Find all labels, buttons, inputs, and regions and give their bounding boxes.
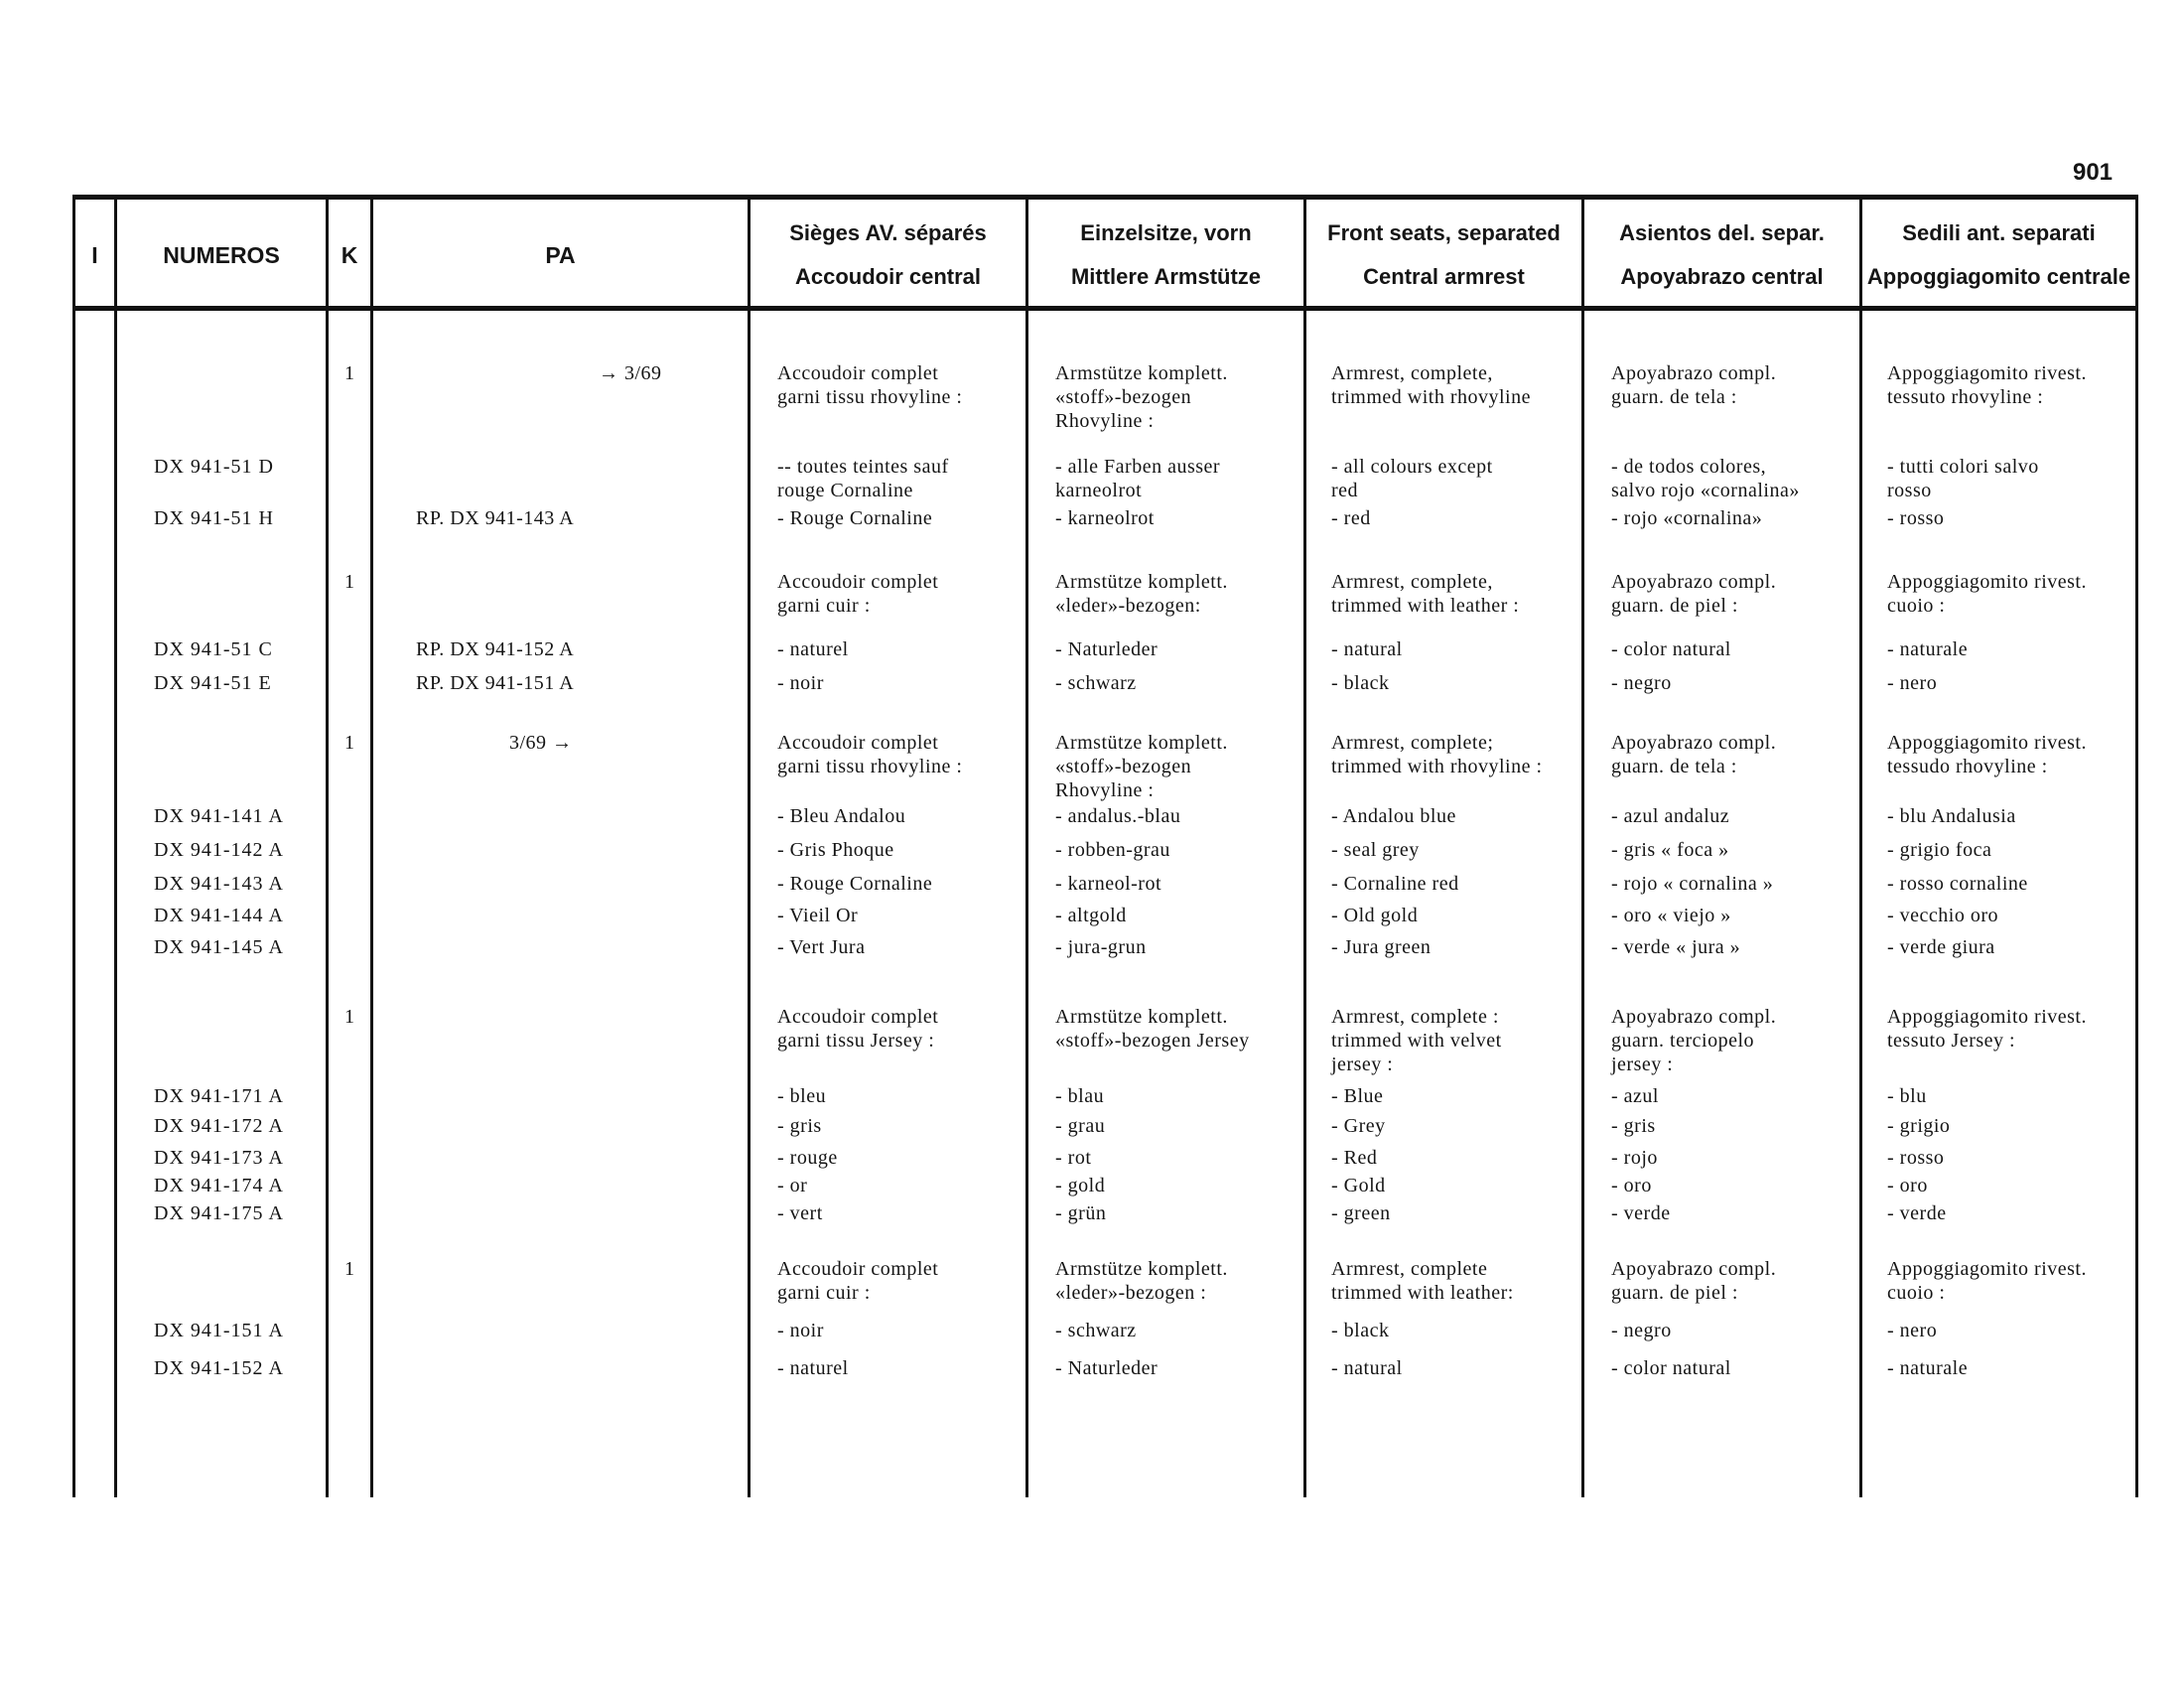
description-it: - verde giura [1887, 936, 1995, 958]
column-rule [1303, 195, 1306, 1497]
column-rule [1581, 195, 1584, 1497]
pa-reference: 3/69 → [509, 732, 573, 754]
description-en: - Red [1331, 1147, 1378, 1169]
description-it: - tutti colori salvo rosso [1887, 456, 2039, 501]
description-fr: - Gris Phoque [777, 839, 894, 861]
quantity-k: 1 [344, 732, 354, 754]
description-de: Armstütze komplett. «stoff»-bezogen Jersey [1055, 1006, 1250, 1052]
part-number: DX 941-51 C [154, 638, 273, 660]
description-en: Armrest, complete; trimmed with rhovyline : [1331, 732, 1543, 777]
description-fr: Accoudoir complet garni tissu Jersey : [777, 1006, 939, 1052]
description-de: Armstütze komplett. «leder»-bezogen : [1055, 1258, 1228, 1304]
description-es: - rojo «cornalina» [1611, 507, 1763, 529]
description-en: Armrest, complete : trimmed with velvet jersey : [1331, 1006, 1502, 1075]
description-es: - azul andaluz [1611, 805, 1730, 827]
description-it: - rosso [1887, 507, 1945, 529]
description-es: - verde [1611, 1202, 1671, 1224]
description-fr: - gris [777, 1115, 822, 1137]
column-rule [326, 195, 329, 1497]
parts-table [72, 195, 2138, 1497]
description-en: - black [1331, 1320, 1390, 1341]
description-de: - andalus.-blau [1055, 805, 1181, 827]
description-fr: - Rouge Cornaline [777, 873, 933, 895]
table-header-rule [72, 306, 2138, 311]
description-fr: -- toutes teintes sauf rouge Cornaline [777, 456, 949, 501]
description-de: - grün [1055, 1202, 1107, 1224]
description-en: - natural [1331, 1357, 1403, 1379]
description-de: - altgold [1055, 905, 1127, 926]
header-numeros: NUMEROS [163, 242, 280, 268]
part-number: DX 941-142 A [154, 839, 284, 861]
part-number: DX 941-152 A [154, 1357, 284, 1379]
description-en: - Grey [1331, 1115, 1386, 1137]
description-en: - seal grey [1331, 839, 1420, 861]
column-rule [748, 195, 751, 1497]
description-es: - verde « jura » [1611, 936, 1741, 958]
description-it: - oro [1887, 1175, 1928, 1196]
part-number: DX 941-172 A [154, 1115, 284, 1137]
description-it: - grigio foca [1887, 839, 1992, 861]
description-it: Appoggiagomito rivest. cuoio : [1887, 571, 2087, 617]
description-it: Appoggiagomito rivest. cuoio : [1887, 1258, 2087, 1304]
description-es: Apoyabrazo compl. guarn. de piel : [1611, 571, 1777, 617]
description-it: - nero [1887, 1320, 1938, 1341]
part-number: DX 941-143 A [154, 873, 284, 895]
part-number: DX 941-151 A [154, 1320, 284, 1341]
description-de: - karneolrot [1055, 507, 1155, 529]
description-en: - Blue [1331, 1085, 1384, 1107]
description-fr: - Rouge Cornaline [777, 507, 933, 529]
part-number: DX 941-145 A [154, 936, 284, 958]
description-de: - gold [1055, 1175, 1106, 1196]
part-number: DX 941-175 A [154, 1202, 284, 1224]
column-rule [114, 195, 117, 1497]
description-fr: Accoudoir complet garni tissu rhovyline : [777, 362, 963, 408]
description-en: - green [1331, 1202, 1391, 1224]
part-number: DX 941-51 E [154, 672, 272, 694]
description-it: - rosso [1887, 1147, 1945, 1169]
column-rule [2135, 195, 2138, 1497]
description-it: - grigio [1887, 1115, 1951, 1137]
description-es: - negro [1611, 672, 1672, 694]
table-top-rule [72, 195, 2138, 200]
description-fr: Accoudoir complet garni cuir : [777, 1258, 939, 1304]
description-de: - Naturleder [1055, 638, 1159, 660]
description-es: - gris [1611, 1115, 1656, 1137]
description-es: - de todos colores, salvo rojo «cornalina» [1611, 456, 1800, 501]
description-fr: Accoudoir complet garni tissu rhovyline : [777, 732, 963, 777]
description-es: - rojo [1611, 1147, 1658, 1169]
description-es: - color natural [1611, 638, 1731, 660]
column-rule [72, 195, 75, 1497]
description-it: Appoggiagomito rivest. tessuto rhovyline : [1887, 362, 2087, 408]
quantity-k: 1 [344, 571, 354, 593]
description-it: - naturale [1887, 638, 1969, 660]
quantity-k: 1 [344, 362, 354, 384]
description-de: - robben-grau [1055, 839, 1170, 861]
description-it: Appoggiagomito rivest. tessuto Jersey : [1887, 1006, 2087, 1052]
header-english: Front seats, separated Central armrest [1327, 220, 1561, 289]
description-de: - alle Farben ausser karneolrot [1055, 456, 1221, 501]
description-es: - rojo « cornalina » [1611, 873, 1774, 895]
description-de: - blau [1055, 1085, 1105, 1107]
description-it: - blu Andalusia [1887, 805, 2016, 827]
description-de: - schwarz [1055, 672, 1137, 694]
description-es: - negro [1611, 1320, 1672, 1341]
description-it: - rosso cornaline [1887, 873, 2028, 895]
description-en: - black [1331, 672, 1390, 694]
description-en: Armrest, complete trimmed with leather: [1331, 1258, 1514, 1304]
description-fr: - bleu [777, 1085, 827, 1107]
description-es: Apoyabrazo compl. guarn. de piel : [1611, 1258, 1777, 1304]
description-es: - azul [1611, 1085, 1659, 1107]
page-number: 901 [2072, 159, 2114, 186]
description-en: - Old gold [1331, 905, 1419, 926]
part-number: DX 941-51 H [154, 507, 274, 529]
description-fr: - Bleu Andalou [777, 805, 906, 827]
description-de: Armstütze komplett. «stoff»-bezogen Rhovyline : [1055, 362, 1228, 432]
description-de: - Naturleder [1055, 1357, 1159, 1379]
column-rule [1859, 195, 1862, 1497]
description-es: - oro « viejo » [1611, 905, 1731, 926]
description-fr: - Vieil Or [777, 905, 859, 926]
description-de: - karneol-rot [1055, 873, 1162, 895]
description-de: Armstütze komplett. «leder»-bezogen: [1055, 571, 1228, 617]
description-en: Armrest, complete, trimmed with leather : [1331, 571, 1520, 617]
description-en: - Gold [1331, 1175, 1386, 1196]
description-en: - red [1331, 507, 1371, 529]
description-it: - naturale [1887, 1357, 1969, 1379]
pa-reference: RP. DX 941-152 A [416, 638, 575, 660]
description-es: Apoyabrazo compl. guarn. de tela : [1611, 362, 1777, 408]
description-es: Apoyabrazo compl. guarn. terciopelo jersey : [1611, 1006, 1777, 1075]
pa-reference: RP. DX 941-143 A [416, 507, 575, 529]
part-number: DX 941-51 D [154, 456, 274, 478]
description-it: - verde [1887, 1202, 1947, 1224]
description-en: - Jura green [1331, 936, 1432, 958]
description-fr: - Vert Jura [777, 936, 866, 958]
part-number: DX 941-173 A [154, 1147, 284, 1169]
description-de: - schwarz [1055, 1320, 1137, 1341]
column-rule [370, 195, 373, 1497]
description-en: - Andalou blue [1331, 805, 1456, 827]
description-fr: - naturel [777, 638, 849, 660]
header-k: K [341, 242, 358, 268]
pa-reference: RP. DX 941-151 A [416, 672, 575, 694]
pa-reference: → 3/69 [599, 362, 662, 384]
header-spanish: Asientos del. separ. Apoyabrazo central [1619, 220, 1825, 289]
description-it: - vecchio oro [1887, 905, 1999, 926]
description-fr: - noir [777, 1320, 824, 1341]
description-fr: Accoudoir complet garni cuir : [777, 571, 939, 617]
description-es: - color natural [1611, 1357, 1731, 1379]
quantity-k: 1 [344, 1006, 354, 1028]
description-fr: - vert [777, 1202, 823, 1224]
description-it: - blu [1887, 1085, 1927, 1107]
header-german: Einzelsitze, vorn Mittlere Armstütze [1070, 220, 1262, 289]
part-number: DX 941-144 A [154, 905, 284, 926]
description-es: - gris « foca » [1611, 839, 1729, 861]
part-number: DX 941-141 A [154, 805, 284, 827]
description-en: - Cornaline red [1331, 873, 1459, 895]
description-es: Apoyabrazo compl. guarn. de tela : [1611, 732, 1777, 777]
description-de: - grau [1055, 1115, 1106, 1137]
description-en: - all colours except red [1331, 456, 1493, 501]
column-rule [1025, 195, 1028, 1497]
description-es: - oro [1611, 1175, 1652, 1196]
header-i: I [91, 242, 98, 268]
description-it: - nero [1887, 672, 1938, 694]
part-number: DX 941-174 A [154, 1175, 284, 1196]
description-en: - natural [1331, 638, 1403, 660]
header-pa: PA [545, 242, 576, 268]
header-french: Sièges AV. séparés Accoudoir central [789, 220, 987, 289]
description-de: Armstütze komplett. «stoff»-bezogen Rhovyline : [1055, 732, 1228, 801]
description-fr: - rouge [777, 1147, 838, 1169]
header-italian: Sedili ant. separati Appoggiagomito centrale [1866, 220, 2131, 289]
description-fr: - naturel [777, 1357, 849, 1379]
quantity-k: 1 [344, 1258, 354, 1280]
description-fr: - or [777, 1175, 808, 1196]
description-de: - jura-grun [1055, 936, 1147, 958]
part-number: DX 941-171 A [154, 1085, 284, 1107]
description-it: Appoggiagomito rivest. tessudo rhovyline : [1887, 732, 2087, 777]
description-en: Armrest, complete, trimmed with rhovyline [1331, 362, 1531, 408]
description-de: - rot [1055, 1147, 1092, 1169]
description-fr: - noir [777, 672, 824, 694]
